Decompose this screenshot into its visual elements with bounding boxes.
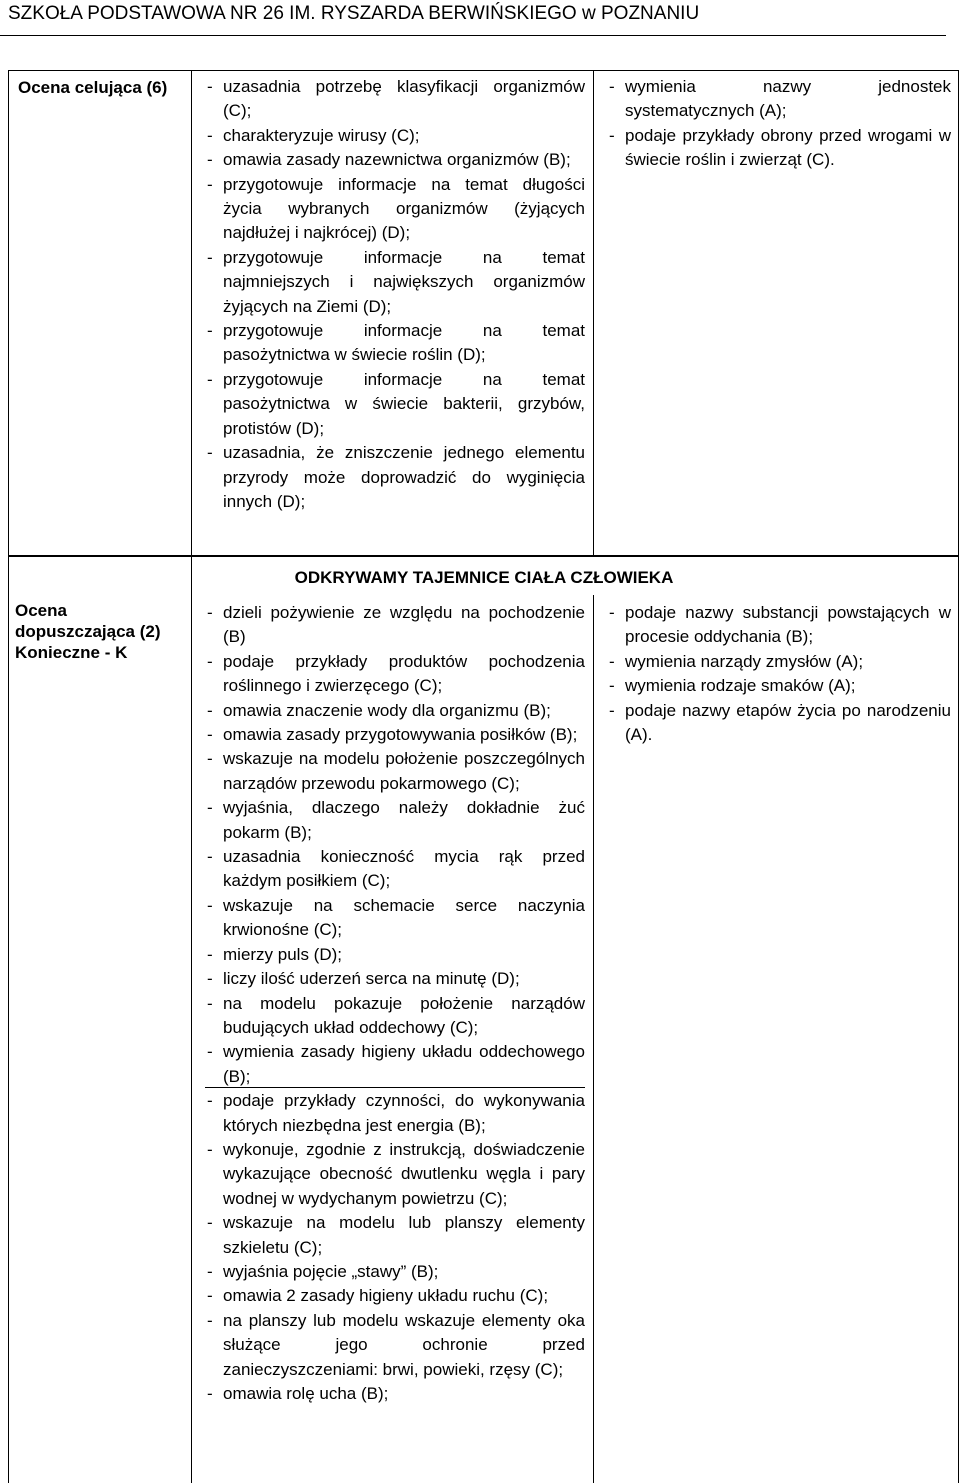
list-item: - charakteryzuje wirusy (C); [207, 124, 585, 148]
list-item: - wykonuje, zgodnie z instrukcją, doświadczenie wykazujące obecność dwutlenku węgla i pary wodnej w wydychanym powietrzu (C); [207, 1138, 585, 1211]
list-item: - wskazuje na modelu lub planszy elementy szkieletu (C); [207, 1211, 585, 1260]
list-item: - na modelu pokazuje położenie narządów budujących układ oddechowy (C); [207, 992, 585, 1041]
grade-label-line: Konieczne - K [15, 643, 128, 662]
list-item: - wyjaśnia, dlaczego należy dokładnie żuć pokarm (B); [207, 796, 585, 845]
list-item: - dzieli pożywienie ze względu na pochodzenie (B) [207, 601, 585, 650]
list-item: - uzasadnia potrzebę klasyfikacji organizmów (C); [207, 75, 585, 124]
list-item: - wyjaśnia pojęcie „stawy” (B); [207, 1260, 585, 1284]
list-item: - przygotowuje informacje na temat pasożytnictwa w świecie roślin (D); [207, 319, 585, 368]
requirements-list-secondary [609, 75, 951, 173]
list-item: - podaje przykłady obrony przed wrogami w świecie roślin i zwierząt (C). [609, 124, 951, 173]
underline-rule [205, 1087, 585, 1088]
list-item: - uzasadnia konieczność mycia rąk przed każdym posiłkiem (C); [207, 845, 585, 894]
school-header-title: SZKOŁA PODSTAWOWA NR 26 IM. RYSZARDA BERWIŃSKIEGO w POZNANIU [8, 3, 700, 24]
list-item: - podaje przykłady produktów pochodzenia roślinnego i zwierzęcego (C); [207, 650, 585, 699]
requirements-list-main [207, 75, 585, 514]
list-item: - wymienia narządy zmysłów (A); [609, 650, 951, 674]
list-item: - przygotowuje informacje na temat pasożytnictwa w świecie bakterii, grzybów, protistów (D); [207, 368, 585, 441]
list-item: - omawia zasady przygotowywania posiłków (B); [207, 723, 585, 747]
column-divider [191, 557, 192, 1483]
list-item: - wymienia nazwy jednostek systematycznych (A); [609, 75, 951, 124]
section-title: ODKRYWAMY TAJEMNICE CIAŁA CZŁOWIEKA [294, 568, 674, 587]
header-divider [0, 35, 946, 36]
list-item: - przygotowuje informacje na temat długości życia wybranych organizmów (żyjących najdłużej i najkrócej) (D); [207, 173, 585, 246]
column-divider [593, 595, 594, 1483]
list-item: - podaje przykłady czynności, do wykonywania których niezbędna jest energia (B); [207, 1089, 585, 1138]
grade-label-line: dopuszczająca (2) [15, 622, 161, 641]
grade-label [15, 600, 161, 663]
list-item: - omawia znaczenie wody dla organizmu (B); [207, 699, 585, 723]
grade-label-line: Ocena [15, 601, 67, 620]
grade-label: Ocena celująca (6) [18, 78, 168, 97]
list-item: - omawia 2 zasady higieny układu ruchu (C); [207, 1284, 585, 1308]
list-item: - podaje nazwy etapów życia po narodzeniu (A). [609, 699, 951, 748]
list-item: - wymienia rodzaje smaków (A); [609, 674, 951, 698]
list-item: - na planszy lub modelu wskazuje elementy oka służące jego ochronie przed zanieczyszczeniami: brwi, powieki, rzęsy (C); [207, 1309, 585, 1382]
list-item: - mierzy puls (D); [207, 943, 585, 967]
list-item: - przygotowuje informacje na temat najmniejszych i największych organizmów żyjących na Ziemi (D); [207, 246, 585, 319]
list-item: - podaje nazwy substancji powstających w procesie oddychania (B); [609, 601, 951, 650]
list-item: - wskazuje na schemacie serce naczynia krwionośne (C); [207, 894, 585, 943]
list-item: - wskazuje na modelu położenie poszczególnych narządów przewodu pokarmowego (C); [207, 747, 585, 796]
list-item: - liczy ilość uderzeń serca na minutę (D); [207, 967, 585, 991]
grade-table-celujaca [8, 70, 959, 556]
list-item: - uzasadnia, że zniszczenie jednego elementu przyrody może doprowadzić do wyginięcia innych (D); [207, 441, 585, 514]
requirements-list-main [207, 601, 585, 1406]
column-divider [191, 71, 192, 555]
list-item: - omawia rolę ucha (B); [207, 1382, 585, 1406]
column-divider [593, 71, 594, 555]
list-item: - omawia zasady nazewnictwa organizmów (B); [207, 148, 585, 172]
list-item: - wymienia zasady higieny układu oddechowego (B); [207, 1040, 585, 1089]
grade-table-dopuszczajaca [8, 556, 959, 1483]
requirements-list-secondary [609, 601, 951, 747]
